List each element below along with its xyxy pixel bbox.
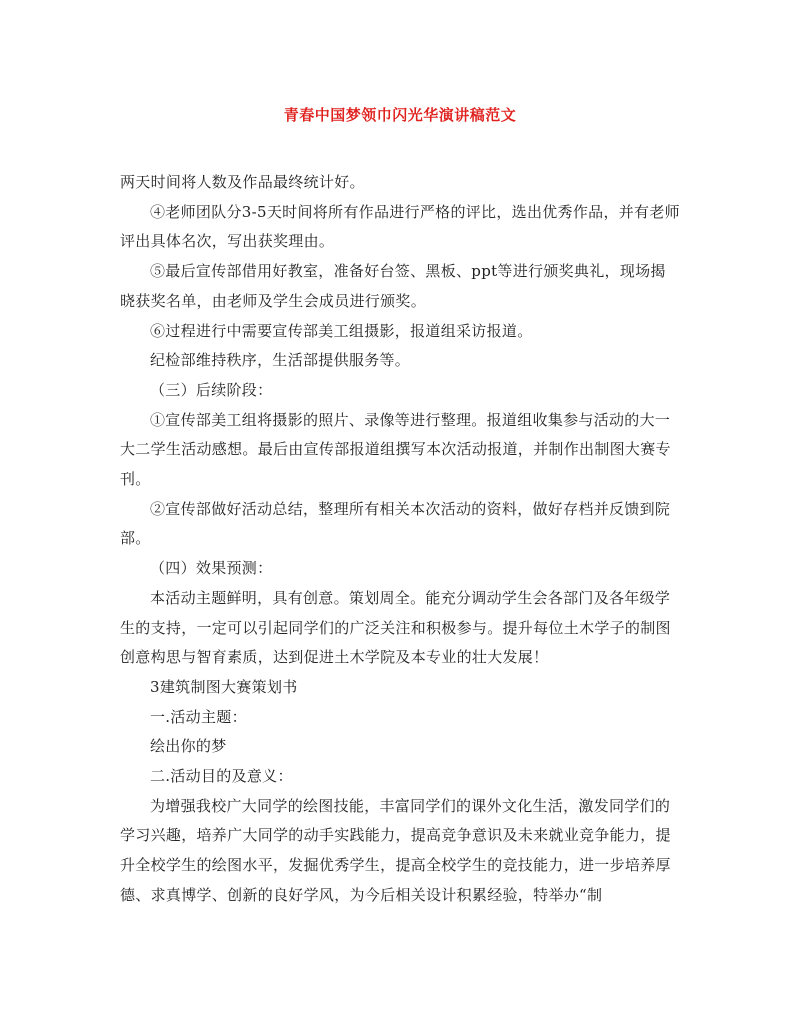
paragraph: 绘出你的梦	[150, 737, 227, 756]
section-heading: （四）效果预测：	[150, 559, 273, 578]
paragraph: 本活动主题鲜明，具有创意。策划周全。能充分调动学生会各部门及各年级学生的支持，一定可以引起同学们的广泛关注和积极参与。提升每位土木学子的制图创意构思与智育素质，达到促进土木学院及本专业的壮大发展！	[120, 588, 671, 667]
paragraph: ⑤最后宣传部借用好教室，准备好台签、黑板、ppt等进行颁奖典礼，现场揭晓获奖名单，由老师及学生会成员进行颁奖。	[120, 262, 666, 310]
section-heading: （三）后续阶段：	[150, 380, 273, 399]
document-body	[120, 168, 680, 911]
paragraph: 为增强我校广大同学的绘图技能，丰富同学们的课外文化生活，激发同学们的学习兴趣，培养广大同学的动手实践能力，提高竞争意识及未来就业竞争能力，提升全校学生的绘图水平，发掘优秀学生，提高全校学生的竞技能力，进一步培养厚德、求真博学、创新的良好学风，为今后相关设计积累经验，特举办“制	[120, 796, 671, 904]
section-heading: 二.活动目的及意义：	[150, 767, 293, 786]
document-title: 青春中国梦领巾闪光华演讲稿范文	[283, 106, 517, 124]
paragraph: 纪检部维持秩序，生活部提供服务等。	[150, 351, 411, 370]
paragraph: ①宣传部美工组将摄影的照片、录像等进行整理。报道组收集参与活动的大一大二学生活动感想。最后由宣传部报道组撰写本次活动报道，并制作出制图大赛专刊。	[120, 410, 671, 489]
paragraph: ②宣传部做好活动总结，整理所有相关本次活动的资料，做好存档并反馈到院部。	[120, 499, 671, 548]
section-heading: 3建筑制图大赛策划书	[150, 677, 298, 696]
paragraph: 两天时间将人数及作品最终统计好。	[120, 173, 365, 191]
paragraph: ④老师团队分3-5天时间将所有作品进行严格的评比，选出优秀作品，并有老师评出具体名次，写出获奖理由。	[120, 202, 680, 251]
paragraph: ⑥过程进行中需要宣传部美工组摄影，报道组采访报道。	[150, 321, 533, 340]
section-heading: 一.活动主题：	[150, 707, 247, 726]
